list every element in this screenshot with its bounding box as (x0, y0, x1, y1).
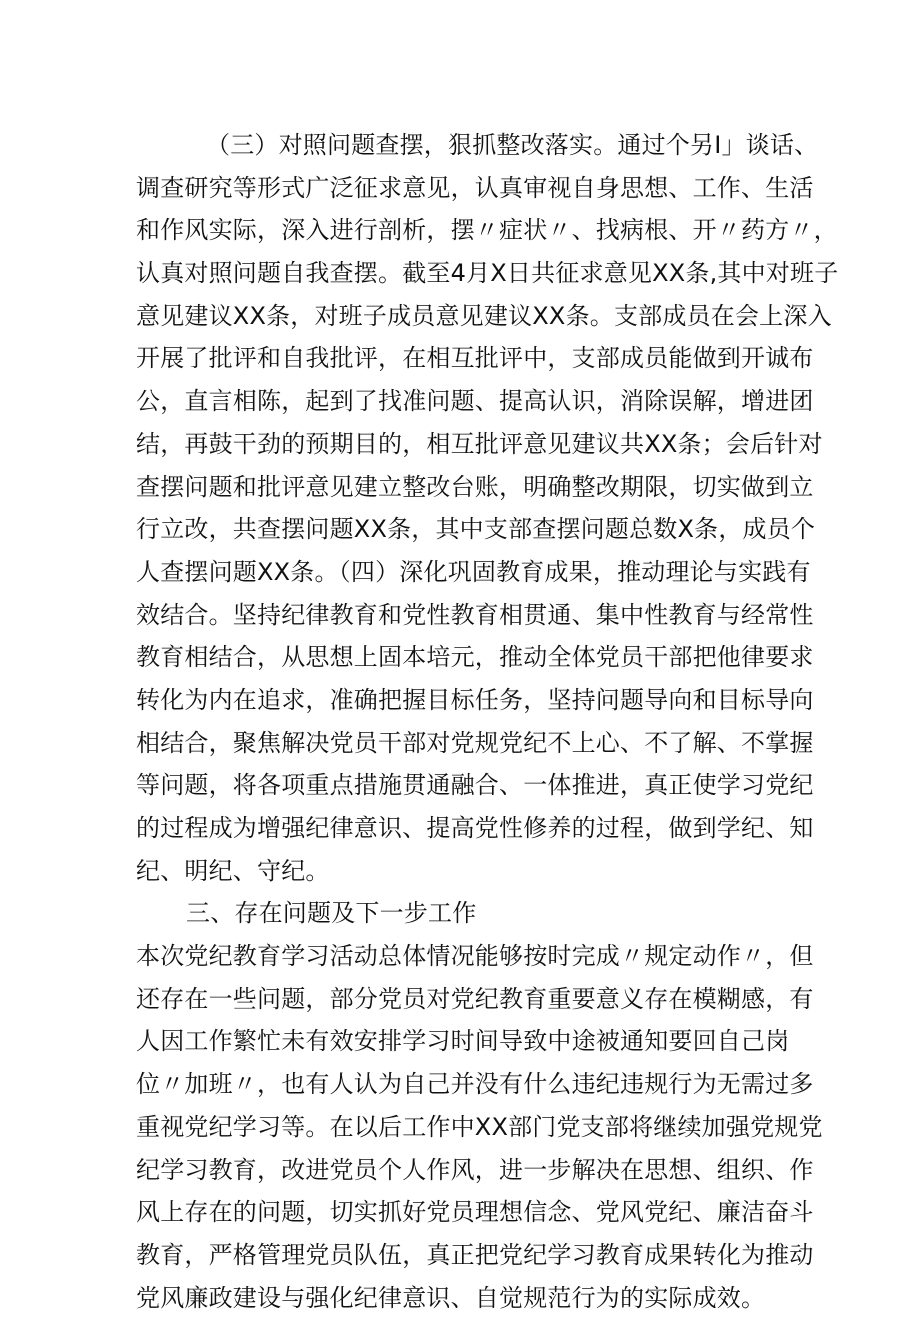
paragraph-line: 和作风实际，深入进行剖析，摆〃症状〃、找病根、开〃药方〃， (136, 216, 838, 245)
paragraph-line: 公，直言相陈，起到了找准问题、提高认识，消除误解，增进团 (136, 387, 814, 416)
paragraph-line: 党风廉政建设与强化纪律意识、自觉规范行为的实际成效。 (136, 1283, 766, 1312)
paragraph-line: 意见建议XX条，对班子成员意见建议XX条。支部成员在会上深入 (136, 301, 832, 330)
paragraph-line: 还存在一些问题，部分党员对党纪教育重要意义存在模糊感，有 (136, 984, 814, 1013)
paragraph-line: 的过程成为增强纪律意识、提高党性修养的过程，做到学纪、知 (136, 814, 814, 842)
paragraph-line: （三）对照问题查摆，狠抓整改落实。通过个另I」谈话、 (206, 131, 819, 159)
paragraph-line: 等问题，将各项重点措施贯通融合、一体推进，真正使学习党纪 (136, 771, 814, 800)
paragraph-line: 相结合，聚焦解决党员干部对党规党纪不上心、不了解、不掌握 (136, 728, 814, 757)
paragraph-line: 教育相结合，从思想上固本培元，推动全体党员干部把他律要求 (136, 643, 814, 672)
paragraph-line: 调查研究等形式广泛征求意见，认真审视自身思想、工作、生活 (136, 173, 814, 202)
paragraph-line: 人因工作繁忙未有效安排学习时间导致中途被通知要回自己岗 (136, 1027, 790, 1056)
paragraph-line: 效结合。坚持纪律教育和党性教育相贯通、集中性教育与经常性 (136, 600, 814, 629)
paragraph-line: 人查摆问题XX条。（四）深化巩固教育成果，推动理论与实践有 (136, 557, 811, 586)
document-body (136, 124, 839, 1319)
paragraph-line: 认真对照问题自我查摆。截至4月X日共征求意见XX条,其中对班子 (136, 259, 839, 288)
paragraph-line: 本次党纪教育学习活动总体情况能够按时完成〃规定动作〃，但 (136, 942, 814, 971)
paragraph-line: 结，再鼓干劲的预期目的，相互批评意见建议共XX条；会后针对 (136, 429, 823, 458)
section-heading: 三、存在问题及下一步工作 (186, 899, 477, 928)
paragraph-line: 位〃加班〃，也有人认为自己并没有什么违纪违规行为无需过多 (136, 1070, 814, 1099)
paragraph-line: 风上存在的问题，切实抓好党员理想信念、党风党纪、廉洁奋斗 (136, 1198, 814, 1227)
paragraph-line: 转化为内在追求，准确把握目标任务，坚持问题导向和目标导向 (136, 685, 814, 714)
paragraph-line: 查摆问题和批评意见建立整改台账，明确整改期限，切实做到立 (136, 472, 814, 501)
paragraph-line: 教育，严格管理党员队伍，真正把党纪学习教育成果转化为推动 (136, 1240, 814, 1269)
paragraph-line: 纪、明纪、守纪。 (136, 856, 330, 885)
paragraph-line: 纪学习教育，改进党员个人作风，进一步解决在思想、组织、作 (136, 1155, 814, 1184)
paragraph-line: 开展了批评和自我批评，在相互批评中，支部成员能做到开诚布 (136, 344, 814, 373)
paragraph-line: 行立改，共查摆问题XX条，其中支部查摆问题总数X条，成员个 (136, 515, 816, 544)
paragraph-line: 重视党纪学习等。在以后工作中XX部门党支部将继续加强党规党 (136, 1112, 823, 1141)
